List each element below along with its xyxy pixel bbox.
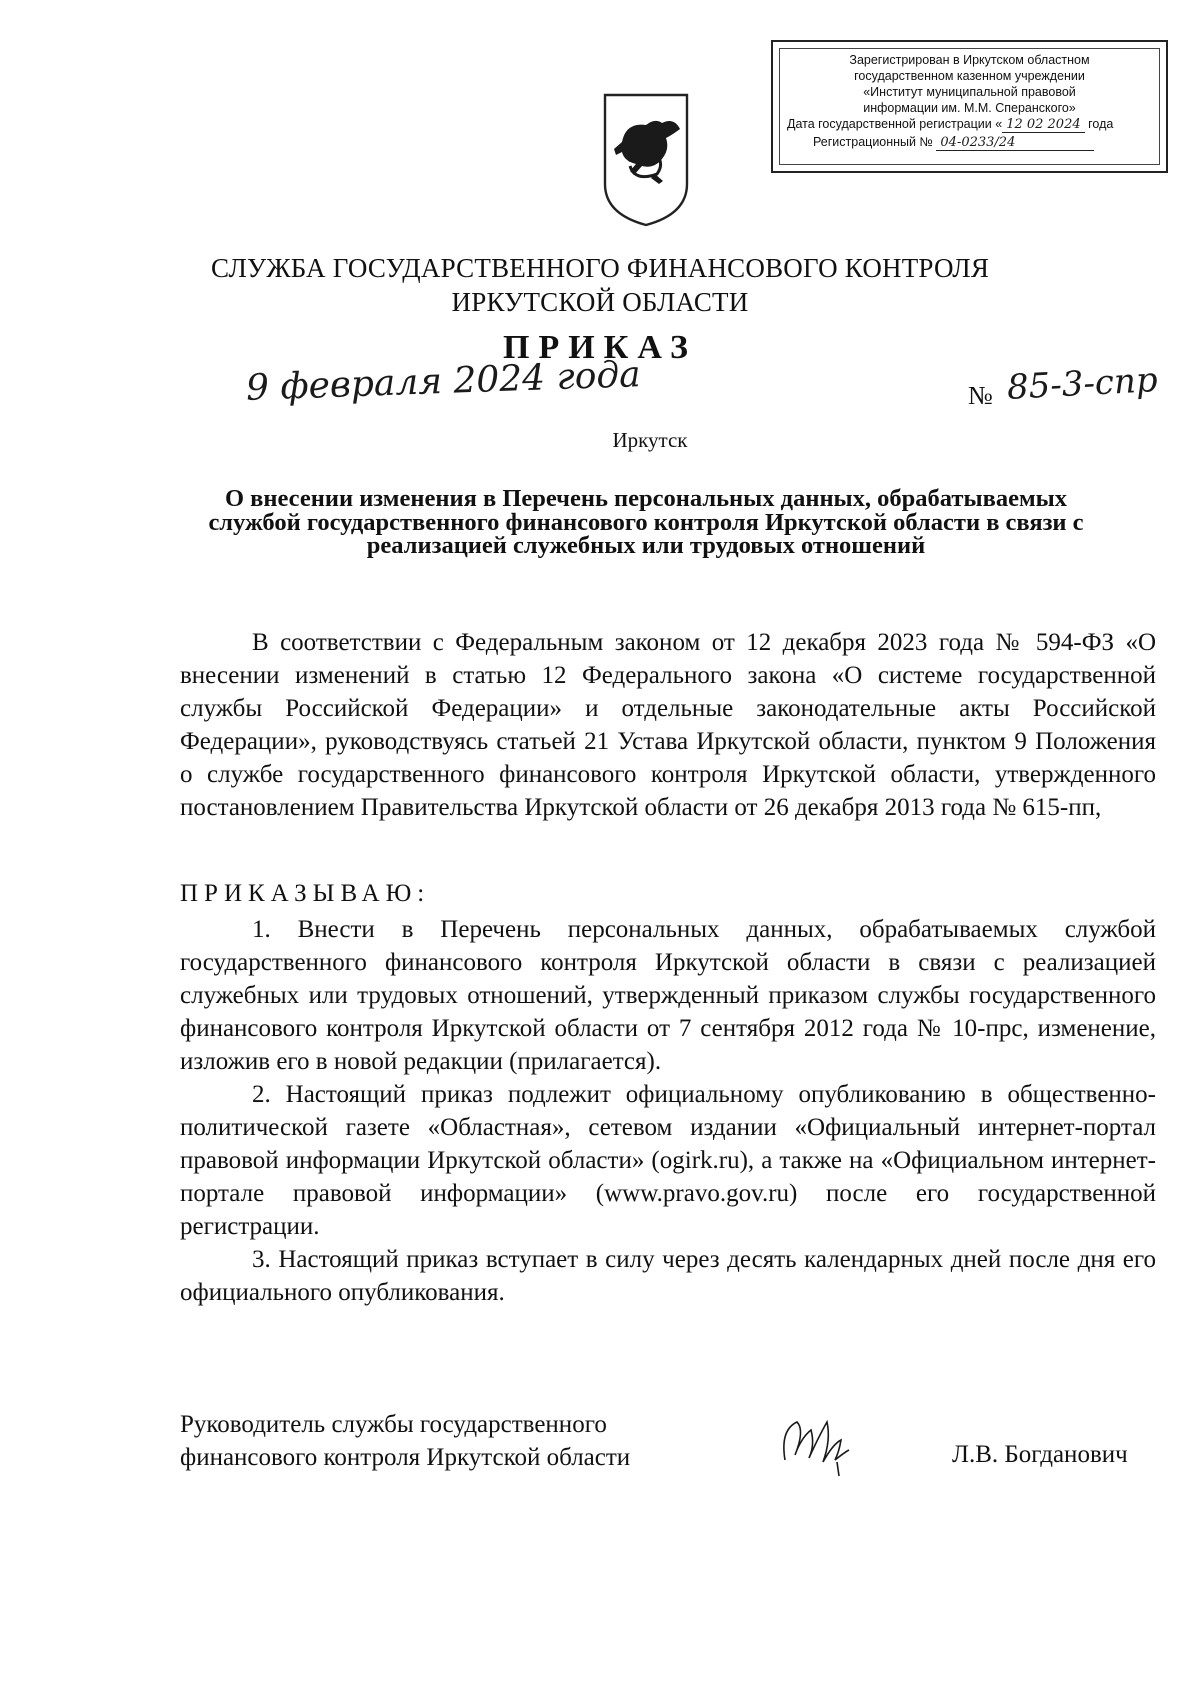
signatory-name: Л.В. Богданович (952, 1441, 1128, 1468)
document-type-title: ПРИКАЗ (503, 329, 697, 366)
stamp-line-4: информации им. М.М. Сперанского» (863, 101, 1076, 115)
stamp-reg-label: Регистрационный № (813, 135, 933, 149)
stamp-line-1: Зарегистрирован в Иркутском областном (849, 53, 1090, 67)
city-name: Иркутск (612, 428, 688, 452)
order-items-block (180, 913, 1156, 1309)
stamp-reg-value: 04-0233/24 (936, 135, 1094, 151)
signatory-position-line-2: финансового контроля Иркутской области (180, 1444, 631, 1471)
stamp-date-value: 12 02 2024 (1002, 117, 1084, 133)
stamp-line-2: государственном казенном учреждении (854, 69, 1085, 83)
signatory-position-line-1: Руководитель службы государственного (180, 1411, 607, 1438)
coat-of-arms-icon (601, 92, 691, 228)
preamble-block (180, 626, 1156, 824)
handwritten-signature (775, 1400, 875, 1480)
signatory-position (180, 1408, 630, 1474)
stamp-reg-row (813, 135, 1094, 151)
handwritten-order-number: 85-3-спр (1006, 360, 1159, 408)
order-item-1: 1. Внести в Перечень персональных данных, обрабатываемых службой государственного финансового контроля Иркутской области в связи с реализацией служебных или трудовых отношений, утвержденный приказом службы государственного финансового контроля Иркутской области от 7 сентября 2012 года № 10-прс, изменение, изложив его в новой редакции (прилагается). (180, 916, 1156, 1075)
stamp-line-3: «Институт муниципальной правовой (863, 85, 1076, 99)
stamp-date-suffix: года (1088, 117, 1114, 131)
org-title-line-2: ИРКУТСКОЙ ОБЛАСТИ (451, 287, 749, 317)
preamble-paragraph: В соответствии с Федеральным законом от 12 декабря 2023 года № 594-ФЗ «О внесении изменений в статью 12 Федерального закона «О системе государственной службы Российской Федерации» и отдельные законодательные акты Российской Федерации», руководствуясь статьей 21 Устава Иркутской области, пунктом 9 Положения о службе государственного финансового контроля Иркутской области, утвержденного постановлением Правительства Иркутской области от 26 декабря 2013 года № 615-пп, (180, 629, 1156, 821)
stamp-date-row (787, 117, 1113, 133)
order-number-label: № (968, 381, 993, 410)
order-item-3: 3. Настоящий приказ вступает в силу через десять календарных дней после дня его официального опубликования. (180, 1246, 1156, 1306)
order-subject-title: О внесении изменения в Перечень персональных данных, обрабатываемых службой государственного финансового контроля Иркутской области в связи с реализацией служебных или трудовых отношений (208, 485, 1084, 559)
org-title-line-1: СЛУЖБА ГОСУДАРСТВЕННОГО ФИНАНСОВОГО КОНТРОЛЯ (210, 253, 990, 283)
handwritten-date: 9 февраля 2024 года (245, 354, 642, 409)
stamp-date-label: Дата государственной регистрации « (787, 117, 1003, 131)
order-item-2: 2. Настоящий приказ подлежит официальному опубликованию в общественно-политической газете «Областная», сетевом издании «Официальный интернет-портал правовой информации Иркутской области» (ogirk.ru), а также на «Официальном интернет-портале правовой информации» (www.pravo.gov.ru) после его государственной регистрации. (180, 1081, 1156, 1240)
registration-stamp (771, 40, 1168, 173)
order-word: ПРИКАЗЫВАЮ: (180, 880, 431, 907)
